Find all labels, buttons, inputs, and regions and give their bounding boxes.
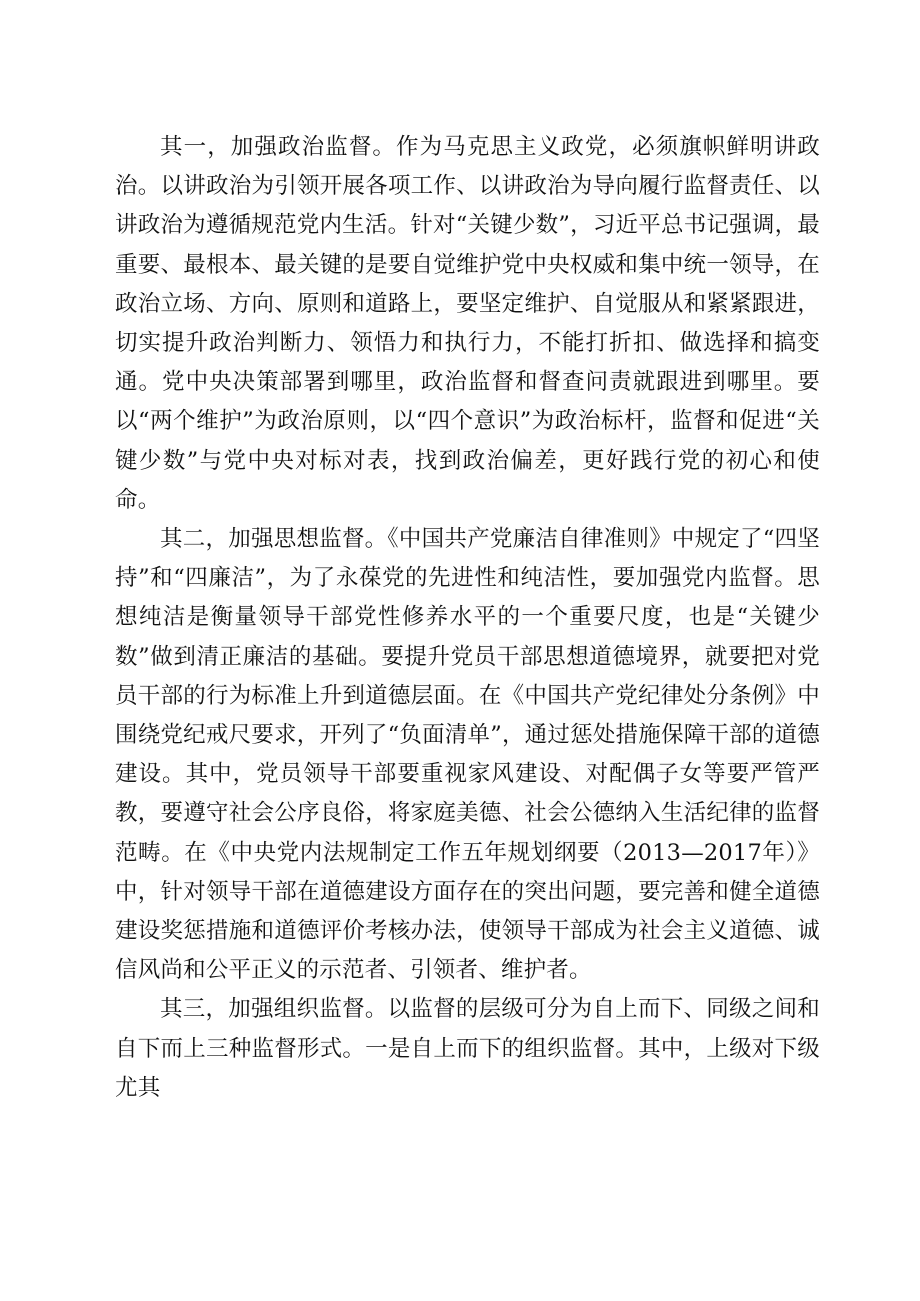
paragraph-ideological-supervision: 其二，加强思想监督。《中国共产党廉洁自律准则》中规定了“四坚持”和“四廉洁”，为了永葆党的先进性和纯洁性，要加强党内监督。思想纯洁是衡量领导干部党性修养水平的一个重要尺度，也是“关键少数”做到清正廉洁的基础。要提升党员干部思想道德境界，就要把对党员干部的行为标准上升到道德层面。在《中国共产党纪律处分条例》中围绕党纪戒尺要求，开列了“负面清单”，通过惩处措施保障干部的道德建设。其中，党员领导干部要重视家风建设、对配偶子女等要严管严教，要遵守社会公序良俗，将家庭美德、社会公德纳入生活纪律的监督范畴。在《中央党内法规制定工作五年规划纲要（2013—2017年）》中，针对领导干部在道德建设方面存在的突出问题，要完善和健全道德建设奖惩措施和道德评价考核办法，使领导干部成为社会主义道德、诚信风尚和公平正义的示范者、引领者、维护者。 bbox=[115, 526, 820, 984]
document-page bbox=[115, 128, 820, 1108]
paragraph-organizational-supervision: 其三，加强组织监督。以监督的层级可分为自上而下、同级之间和自下而上三种监督形式。一是自上而下的组织监督。其中，上级对下级尤其 bbox=[115, 996, 820, 1101]
paragraph-political-supervision: 其一，加强政治监督。作为马克思主义政党，必须旗帜鲜明讲政治。以讲政治为引领开展各项工作、以讲政治为导向履行监督责任、以讲政治为遵循规范党内生活。针对“关键少数”，习近平总书记强调，最重要、最根本、最关键的是要自觉维护党中央权威和集中统一领导，在政治立场、方向、原则和道路上，要坚定维护、自觉服从和紧紧跟进，切实提升政治判断力、领悟力和执行力，不能打折扣、做选择和搞变通。党中央决策部署到哪里，政治监督和督查问责就跟进到哪里。要以“两个维护”为政治原则，以“四个意识”为政治标杆，监督和促进“关键少数”与党中央对标对表，找到政治偏差，更好践行党的初心和使命。 bbox=[115, 134, 820, 513]
